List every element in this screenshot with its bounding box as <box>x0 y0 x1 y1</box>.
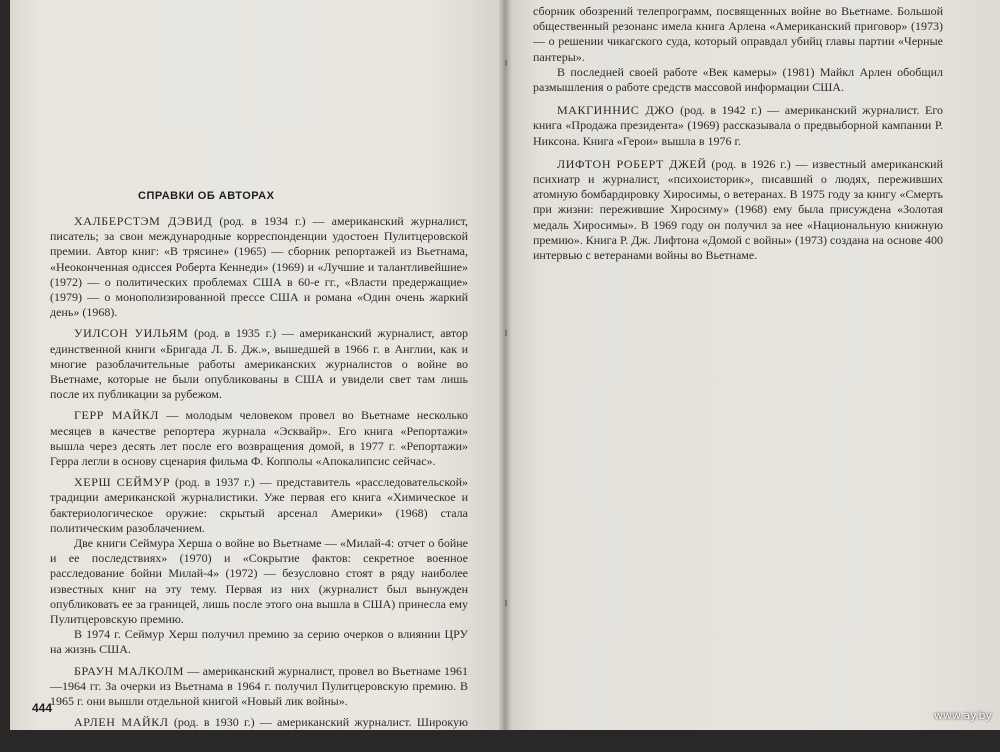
author-entry <box>50 475 468 657</box>
author-name: ГЕРР МАЙКЛ <box>74 408 159 423</box>
entry-text: (род. в 1937 г.) — представитель «расследовательской» традиции американской журналистики. Уже первая его книга «Химическое и бактериологическое оружие: скрытый арсенал Америки» (1968) стала политическим разоблачением. <box>50 475 469 535</box>
author-name: ХЕРШ СЕЙМУР <box>74 475 171 490</box>
author-entry <box>50 408 468 469</box>
continuation-paragraph: В последней своей работе «Век камеры» (1981) Майкл Арлен обобщил размышления о работе средств массовой информации США. <box>533 64 943 95</box>
binding-stitch <box>505 330 507 336</box>
author-name: БРАУН МАЛКОЛМ <box>74 663 184 678</box>
book-gutter <box>499 0 511 730</box>
entry-text: — молодым человеком провел во Вьетнаме несколько месяцев в качестве репортера журнала «Эсквайр». Его книга «Репортажи» вышла через десять лет после его возвращения домой, в 1977 г. «Репортажи» Герра легли в основу сценария фильма Ф. Копполы «Апокалипсис сейчас». <box>50 408 468 469</box>
entry-text: (род. в 1934 г.) — американский журналист, писатель; за свои международные корреспонденции удостоен Пулитцеровской премии. Автор книг: «В трясине» (1965) — сборник репортажей из Вьетнама, «Неоконченная одиссея Роберта Кеннеди» (1969) и «Лучшие и талантливейшие» (1972) — о политических проблемах США в 60-е гг., «Власти предержащие» (1979) — о монополизированной прессе США и романа «Один очень жаркий день» (1968). <box>50 214 468 320</box>
entry-paragraph: В 1974 г. Сеймур Херш получил премию за серию очерков о влиянии ЦРУ на жизнь США. <box>50 627 468 657</box>
left-entries <box>50 214 468 752</box>
author-entry <box>50 326 468 402</box>
entry-paragraph: Две книги Сеймура Херша о войне во Вьетнаме — «Милай-4: отчет о бойне и ее последствиях» (1970) и «Сокрытие фактов: секретное военное расследование бойни Милай-4» (1972) — безусловно стоят в ряду наиболее известных книг на эту тему. Первая из них (журналист был вынужден опубликовать ее за границей, лишь после этого она вышла в США) принесла ему Пулитцеровскую премию. <box>50 536 468 627</box>
binding-stitch <box>505 60 507 66</box>
entry-text: (род. в 1942 г.) — американский журналист. Его книга «Продажа президента» (1969) рассказывала о предвыборной кампании Р. Никсона. Книга «Герои» вышла в 1976 г. <box>533 103 943 148</box>
entry-text: (род. в 1935 г.) — американский журналист, автор единственной книги «Бригада Л. Б. Дж.», вышедшей в 1966 г. в Англии, как и многие разоблачительные работы американских журналистов о войне во Вьетнаме, которые не были опубликованы в США и увидели свет там лишь после их публикации за рубежом. <box>50 326 468 402</box>
author-entry <box>533 157 943 263</box>
author-name: УИЛСОН УИЛЬЯМ <box>74 326 189 341</box>
continued-entry <box>533 4 943 95</box>
site-watermark: www.ay.by <box>933 709 992 722</box>
entry-text: (род. в 1926 г.) — известный американский психиатр и журналист, «психоисторик», писавший о людях, переживших атомную бомбардировку Хиросимы, о ветеранах. В 1975 году за книгу «Смерть при жизни: пережившие Хиросиму» (1968) ему была присуждена «Золотая медаль Хиросимы». В 1969 году он получил за нее «Национальную книжную премию». Книга Р. Дж. Лифтона «Домой с войны» (1973) создана на основе 400 интервью с ветеранами войны во Вьетнаме. <box>533 156 943 263</box>
entry-text: (род. в 1930 г.) — американский журналист. Широкую известность принесла ему книга «Война в гостиной» (1969) — <box>50 715 468 745</box>
author-name: ХАЛБЕРСТЭМ ДЭВИД <box>74 214 213 228</box>
author-entry <box>533 103 943 149</box>
right-entries <box>533 4 943 269</box>
author-entry <box>50 715 468 745</box>
entry-text: — американский журналист, провел во Вьетнаме 1961—1964 гг. За очерки из Вьетнама в 1964 г. получил Пулитцеровскую премию. В 1965 г. они вышли отдельной книгой «Новый лик войны». <box>50 663 469 709</box>
author-entry <box>50 214 468 320</box>
author-name: ЛИФТОН РОБЕРТ ДЖЕЙ <box>557 156 707 171</box>
section-title: СПРАВКИ ОБ АВТОРАХ <box>138 190 275 202</box>
binding-stitch <box>505 600 507 606</box>
page-number: 444 <box>32 701 53 715</box>
author-entry <box>50 664 468 710</box>
continuation-paragraph: сборник обозрений телепрограмм, посвященных войне во Вьетнаме. Большой общественный резонанс имела книга Арлена «Американский приговор» (1973) — о решении чикагского суда, который оправдал убийц главы партии «Черные пантеры». <box>533 4 943 64</box>
author-name: МАКГИННИС ДЖО <box>557 103 675 118</box>
author-name: АРЛЕН МАЙКЛ <box>74 715 169 730</box>
